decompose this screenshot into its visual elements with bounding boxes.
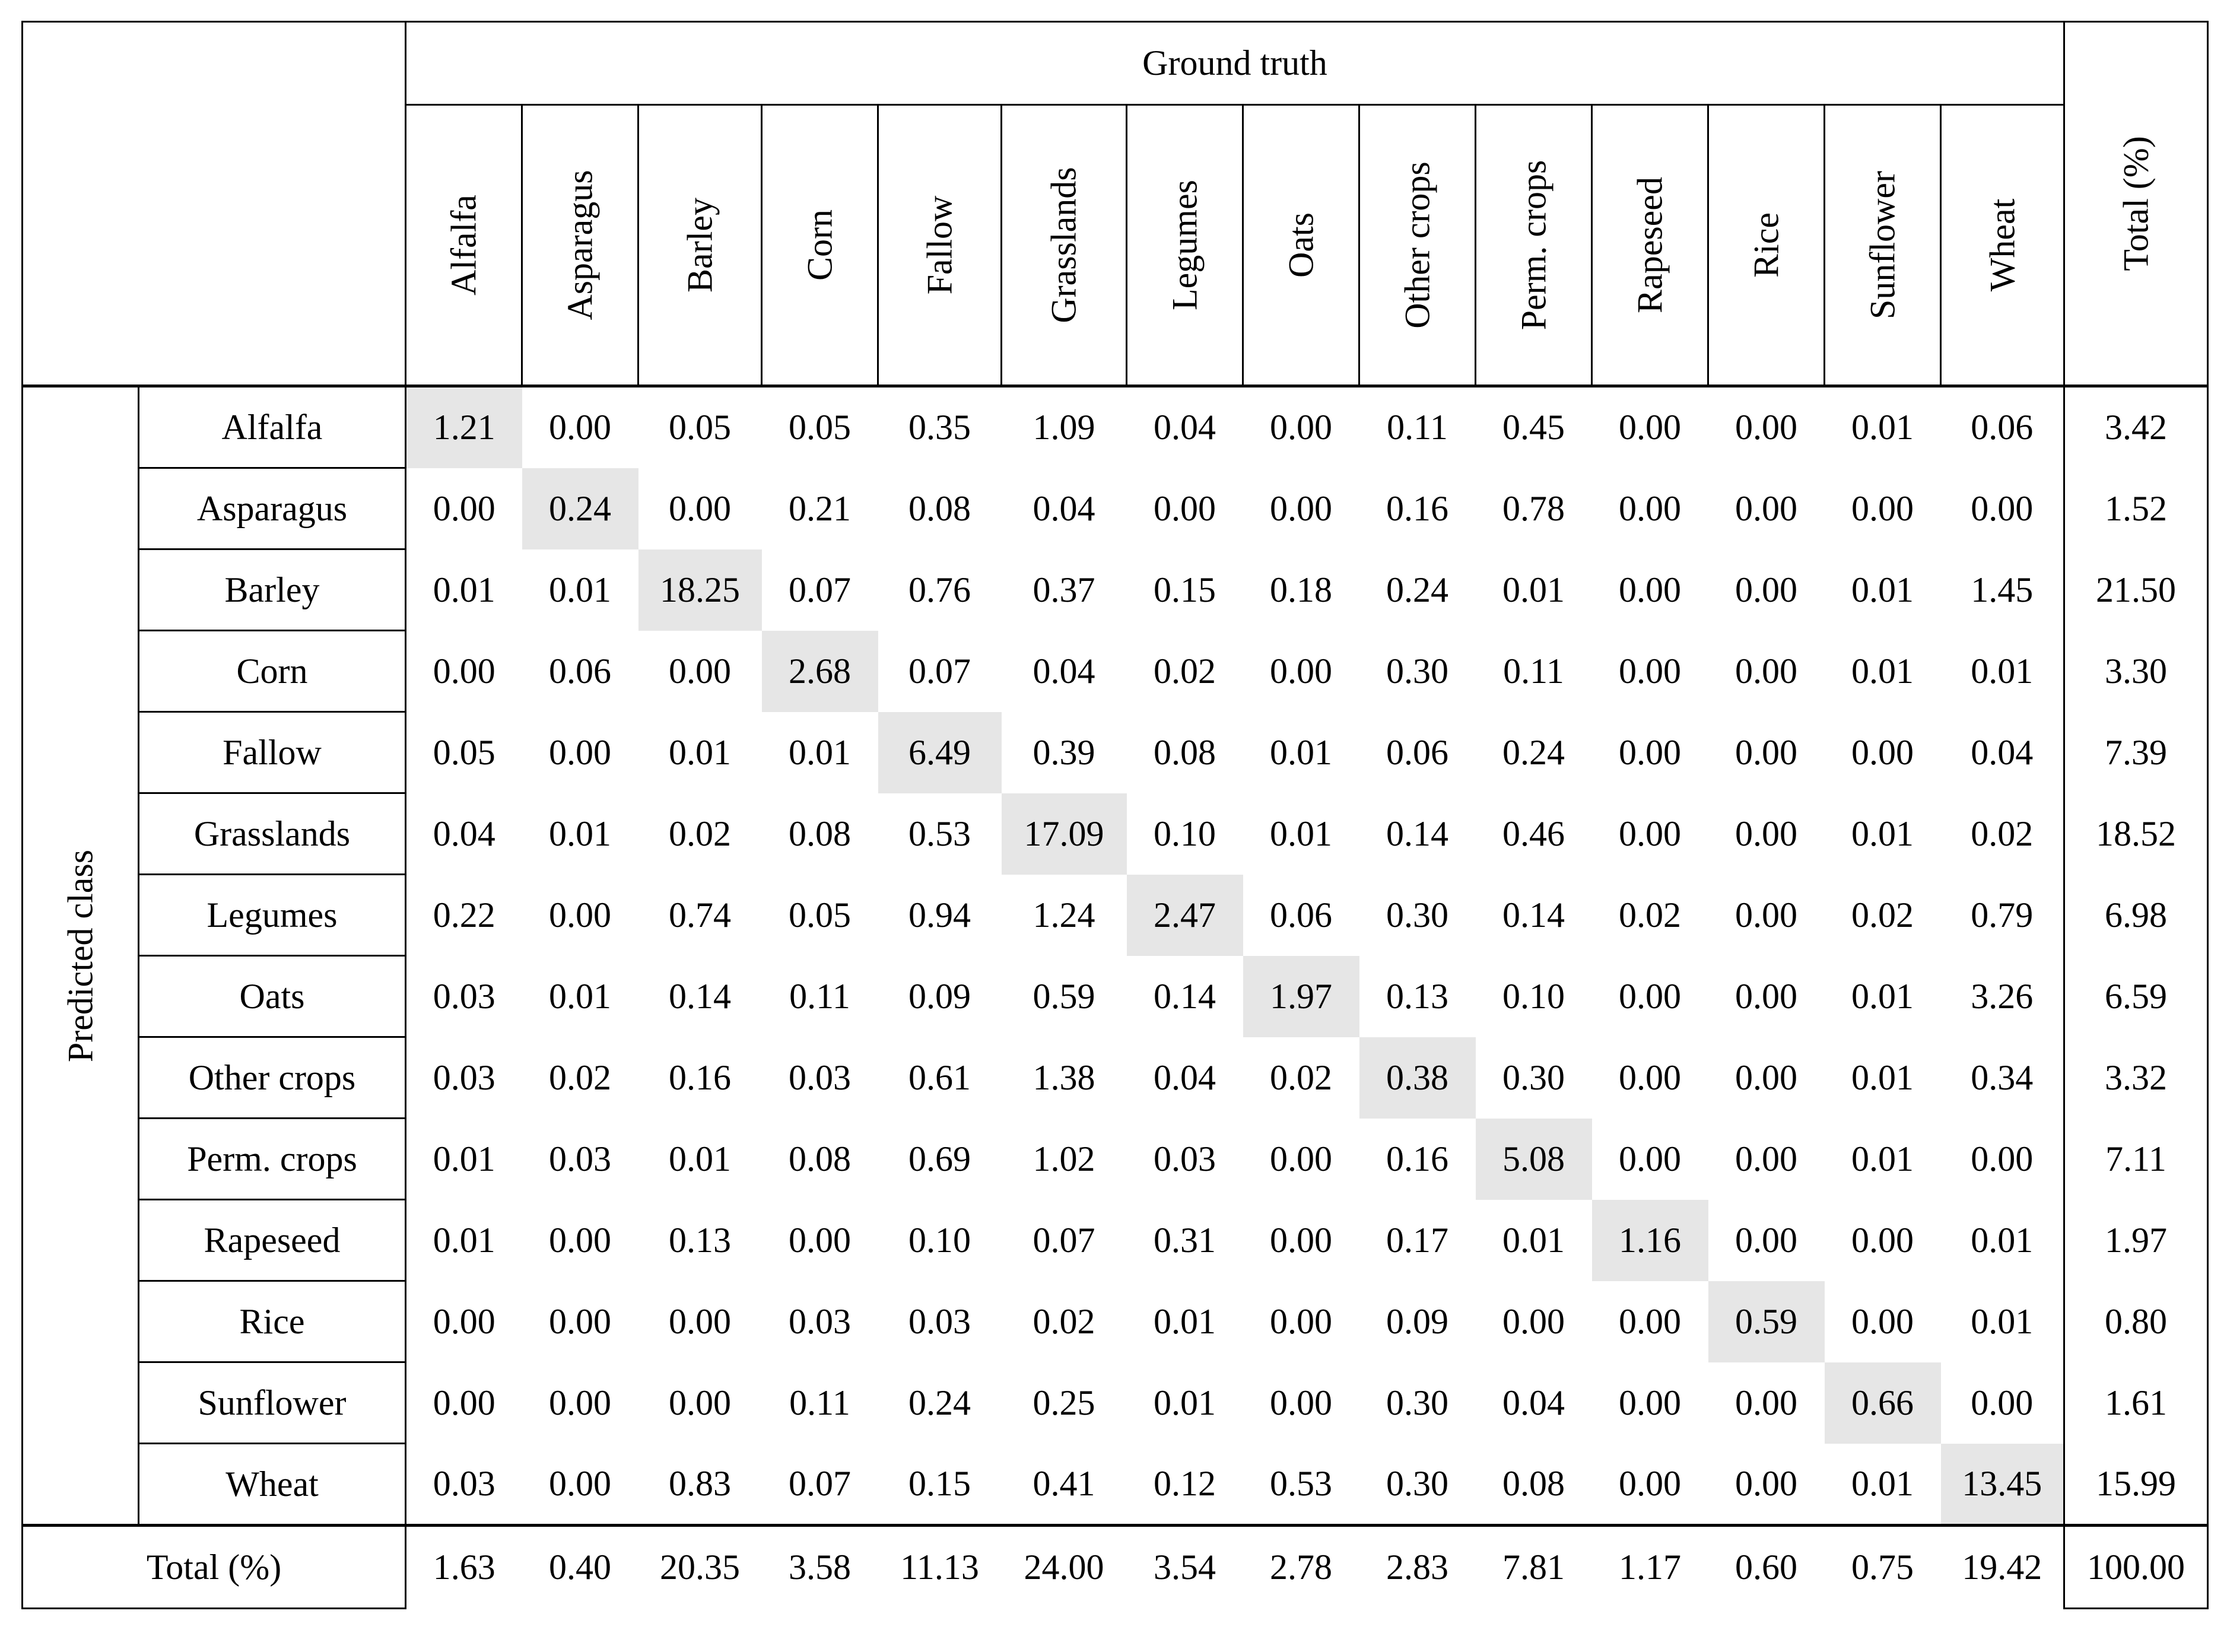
matrix-cell: 0.05: [669, 408, 731, 447]
column-total: 3.58: [762, 1526, 878, 1609]
matrix-cell: 0.08: [908, 488, 971, 528]
matrix-cell: 0.06: [549, 651, 611, 691]
matrix-cell: 0.14: [1386, 814, 1448, 853]
table-row: [23, 1444, 2208, 1526]
matrix-cell: 0.00: [549, 1463, 611, 1503]
row-label: Grasslands: [139, 793, 406, 875]
matrix-cell: 0.03: [908, 1301, 971, 1341]
predicted-class-header: [23, 386, 139, 1526]
column-header-oats: [1243, 105, 1359, 386]
matrix-cell: 0.01: [1270, 732, 1332, 772]
matrix-cell: 1.38: [1033, 1057, 1095, 1097]
matrix-cell: 1.09: [1033, 408, 1095, 447]
matrix-cell: 0.01: [1851, 1057, 1914, 1097]
total-column-header: [2064, 22, 2208, 386]
column-total: 0.40: [522, 1526, 638, 1609]
matrix-cell: 0.03: [1154, 1139, 1216, 1178]
matrix-cell: 0.46: [1502, 814, 1565, 853]
column-header-label: Rapeseed: [1630, 177, 1669, 313]
matrix-cell: 0.05: [433, 732, 495, 772]
matrix-cell: 0.53: [1270, 1463, 1332, 1503]
ground-truth-header: Ground truth: [406, 22, 2064, 105]
total-column-label: Total (%): [2116, 136, 2155, 271]
diagonal-cell: 13.45: [1941, 1444, 2064, 1526]
matrix-cell: 0.31: [1154, 1220, 1216, 1260]
table-row: [23, 875, 2208, 956]
diagonal-cell: 1.21: [406, 386, 522, 468]
row-label: Rapeseed: [139, 1200, 406, 1281]
matrix-cell: 0.04: [1154, 1057, 1216, 1097]
matrix-cell: 0.00: [669, 651, 731, 691]
matrix-cell: 0.00: [1735, 732, 1797, 772]
matrix-cell: 0.11: [789, 1383, 850, 1422]
matrix-cell: 0.01: [1270, 814, 1332, 853]
matrix-cell: 0.21: [789, 488, 851, 528]
predicted-class-label: Predicted class: [61, 849, 100, 1062]
column-total: 0.75: [1825, 1526, 1941, 1609]
matrix-cell: 0.01: [1971, 651, 2034, 691]
matrix-cell: 0.79: [1971, 895, 2034, 935]
row-total: 7.39: [2064, 712, 2208, 793]
matrix-cell: 0.01: [1971, 1301, 2034, 1341]
matrix-cell: 0.00: [1154, 488, 1216, 528]
matrix-cell: 0.30: [1386, 895, 1448, 935]
column-total: 24.00: [1002, 1526, 1127, 1609]
diagonal-cell: 0.24: [522, 468, 638, 549]
matrix-cell: 0.17: [1386, 1220, 1448, 1260]
column-header-label: Perm. crops: [1514, 160, 1553, 331]
matrix-cell: 0.00: [1735, 1383, 1797, 1422]
column-header-label: Other crops: [1397, 161, 1437, 329]
matrix-cell: 0.83: [669, 1463, 731, 1503]
column-header-grasslands: [1002, 105, 1127, 386]
column-header-alfalfa: [406, 105, 522, 386]
column-header-wheat: [1941, 105, 2064, 386]
column-header-label: Wheat: [1983, 198, 2022, 292]
matrix-cell: 0.22: [433, 895, 495, 935]
column-header-other-crops: [1359, 105, 1476, 386]
column-header-label: Legumes: [1165, 180, 1204, 310]
matrix-cell: 0.00: [1735, 895, 1797, 935]
matrix-cell: 0.01: [1971, 1220, 2034, 1260]
matrix-cell: 0.10: [1502, 976, 1565, 1016]
matrix-cell: 0.01: [1154, 1301, 1216, 1341]
matrix-cell: 0.04: [1033, 651, 1095, 691]
matrix-cell: 0.04: [1502, 1383, 1565, 1422]
row-total: 7.11: [2064, 1119, 2208, 1200]
matrix-cell: 0.07: [789, 1463, 851, 1503]
matrix-cell: 0.13: [669, 1220, 731, 1260]
column-header-label: Sunflower: [1863, 171, 1902, 319]
matrix-cell: 0.16: [1386, 1139, 1448, 1178]
matrix-cell: 0.00: [669, 488, 731, 528]
matrix-cell: 0.00: [1735, 408, 1797, 447]
row-label: Legumes: [139, 875, 406, 956]
matrix-cell: 0.03: [433, 1057, 495, 1097]
matrix-cell: 0.24: [1502, 732, 1565, 772]
matrix-cell: 0.00: [789, 1220, 851, 1260]
column-total: 1.63: [406, 1526, 522, 1609]
column-header-asparagus: [522, 105, 638, 386]
column-header-label: Barley: [680, 198, 719, 293]
matrix-cell: 0.11: [1503, 651, 1564, 691]
diagonal-cell: 2.68: [762, 631, 878, 712]
column-header-label: Oats: [1281, 212, 1320, 278]
matrix-cell: 0.03: [549, 1139, 611, 1178]
column-header-corn: [762, 105, 878, 386]
matrix-cell: 0.00: [1270, 408, 1332, 447]
total-row-label: Total (%): [23, 1526, 406, 1609]
matrix-cell: 0.00: [669, 1383, 731, 1422]
table-row: [23, 1200, 2208, 1281]
matrix-cell: 0.01: [1851, 1463, 1914, 1503]
column-header-rapeseed: [1592, 105, 1708, 386]
column-total: 2.78: [1243, 1526, 1359, 1609]
column-header-label: Corn: [800, 209, 839, 281]
diagonal-cell: 0.38: [1359, 1037, 1476, 1119]
row-label: Wheat: [139, 1444, 406, 1526]
table-row: [23, 1119, 2208, 1200]
row-label: Asparagus: [139, 468, 406, 549]
matrix-cell: 0.07: [789, 570, 851, 609]
matrix-cell: 0.41: [1033, 1463, 1095, 1503]
diagonal-cell: 5.08: [1476, 1119, 1592, 1200]
matrix-cell: 0.04: [433, 814, 495, 853]
row-total: 15.99: [2064, 1444, 2208, 1526]
matrix-cell: 0.00: [1619, 651, 1681, 691]
matrix-cell: 0.53: [908, 814, 971, 853]
column-header-label: Alfalfa: [444, 195, 483, 296]
matrix-cell: 0.01: [549, 976, 611, 1016]
row-label: Corn: [139, 631, 406, 712]
matrix-cell: 0.00: [1735, 1057, 1797, 1097]
column-total: 2.83: [1359, 1526, 1476, 1609]
matrix-cell: 0.24: [1386, 570, 1448, 609]
matrix-cell: 0.00: [1735, 1220, 1797, 1260]
table-row: [23, 1362, 2208, 1444]
matrix-cell: 1.45: [1971, 570, 2034, 609]
matrix-cell: 0.03: [433, 1463, 495, 1503]
table-row: [23, 549, 2208, 631]
matrix-cell: 0.00: [1619, 1383, 1681, 1422]
matrix-cell: 1.24: [1033, 895, 1095, 935]
matrix-cell: 0.34: [1971, 1057, 2034, 1097]
corner-cell: [23, 22, 406, 386]
matrix-cell: 0.01: [549, 570, 611, 609]
matrix-cell: 0.10: [908, 1220, 971, 1260]
column-total: 1.17: [1592, 1526, 1708, 1609]
matrix-cell: 0.05: [789, 895, 851, 935]
row-total: 18.52: [2064, 793, 2208, 875]
matrix-cell: 0.00: [433, 651, 495, 691]
matrix-cell: 0.00: [1270, 1383, 1332, 1422]
matrix-cell: 0.10: [1154, 814, 1216, 853]
matrix-cell: 0.14: [1154, 976, 1216, 1016]
row-total: 1.61: [2064, 1362, 2208, 1444]
column-header-label: Grasslands: [1044, 167, 1084, 323]
matrix-cell: 0.01: [549, 814, 611, 853]
matrix-cell: 0.11: [789, 976, 850, 1016]
matrix-cell: 0.08: [1154, 732, 1216, 772]
matrix-cell: 0.01: [1154, 1383, 1216, 1422]
matrix-cell: 0.01: [669, 1139, 731, 1178]
row-label: Alfalfa: [139, 386, 406, 468]
matrix-cell: 0.04: [1154, 408, 1216, 447]
matrix-cell: 0.00: [1270, 1220, 1332, 1260]
column-header-label: Asparagus: [560, 170, 599, 320]
matrix-cell: 0.37: [1033, 570, 1095, 609]
matrix-cell: 0.18: [1270, 570, 1332, 609]
row-label: Other crops: [139, 1037, 406, 1119]
matrix-cell: 0.01: [1502, 1220, 1565, 1260]
matrix-cell: 0.30: [1386, 1383, 1448, 1422]
matrix-cell: 3.26: [1971, 976, 2034, 1016]
table-row: [23, 956, 2208, 1037]
matrix-cell: 0.00: [1270, 1301, 1332, 1341]
diagonal-cell: 2.47: [1127, 875, 1243, 956]
matrix-cell: 0.00: [549, 732, 611, 772]
row-total: 0.80: [2064, 1281, 2208, 1362]
matrix-cell: 0.00: [1619, 1139, 1681, 1178]
matrix-cell: 0.00: [1851, 1220, 1914, 1260]
matrix-cell: 0.01: [1851, 651, 1914, 691]
matrix-cell: 0.00: [549, 1301, 611, 1341]
matrix-cell: 0.13: [1386, 976, 1448, 1016]
table-row: [23, 1281, 2208, 1362]
matrix-cell: 0.01: [1851, 570, 1914, 609]
matrix-cell: 0.78: [1502, 488, 1565, 528]
matrix-cell: 0.00: [1851, 488, 1914, 528]
matrix-cell: 0.02: [1971, 814, 2034, 853]
table-row: [23, 631, 2208, 712]
matrix-cell: 0.00: [433, 1301, 495, 1341]
matrix-cell: 0.01: [1851, 408, 1914, 447]
row-total: 3.32: [2064, 1037, 2208, 1119]
matrix-cell: 0.00: [669, 1301, 731, 1341]
matrix-cell: 0.00: [1735, 814, 1797, 853]
matrix-cell: 0.61: [908, 1057, 971, 1097]
matrix-cell: 0.00: [1735, 651, 1797, 691]
matrix-cell: 0.24: [908, 1383, 971, 1422]
matrix-cell: 0.00: [1971, 1383, 2034, 1422]
matrix-cell: 0.09: [908, 976, 971, 1016]
matrix-cell: 0.25: [1033, 1383, 1095, 1422]
matrix-cell: 0.01: [1851, 814, 1914, 853]
matrix-cell: 0.06: [1971, 408, 2034, 447]
matrix-cell: 0.15: [1154, 570, 1216, 609]
matrix-cell: 0.02: [549, 1057, 611, 1097]
matrix-cell: 0.45: [1502, 408, 1565, 447]
row-total: 3.30: [2064, 631, 2208, 712]
column-header-rice: [1708, 105, 1825, 386]
matrix-cell: 1.02: [1033, 1139, 1095, 1178]
column-total: 11.13: [878, 1526, 1002, 1609]
matrix-cell: 0.76: [908, 570, 971, 609]
matrix-cell: 0.30: [1386, 1463, 1448, 1503]
matrix-cell: 0.00: [549, 1220, 611, 1260]
matrix-cell: 0.01: [433, 570, 495, 609]
matrix-cell: 0.00: [1502, 1301, 1565, 1341]
table-row: [23, 1037, 2208, 1119]
matrix-cell: 0.03: [789, 1301, 851, 1341]
column-total: 19.42: [1941, 1526, 2064, 1609]
matrix-cell: 0.04: [1033, 488, 1095, 528]
matrix-cell: 0.12: [1154, 1463, 1216, 1503]
matrix-cell: 0.01: [1851, 976, 1914, 1016]
matrix-cell: 0.04: [1971, 732, 2034, 772]
matrix-cell: 0.00: [1270, 651, 1332, 691]
matrix-cell: 0.00: [549, 1383, 611, 1422]
matrix-cell: 0.00: [1270, 1139, 1332, 1178]
matrix-cell: 0.94: [908, 895, 971, 935]
column-header-sunflower: [1825, 105, 1941, 386]
diagonal-cell: 0.59: [1708, 1281, 1825, 1362]
diagonal-cell: 0.66: [1825, 1362, 1941, 1444]
matrix-cell: 0.00: [1971, 488, 2034, 528]
matrix-cell: 0.08: [789, 1139, 851, 1178]
matrix-cell: 0.00: [1735, 976, 1797, 1016]
row-label: Fallow: [139, 712, 406, 793]
matrix-cell: 0.00: [433, 1383, 495, 1422]
column-header-legumes: [1127, 105, 1243, 386]
matrix-cell: 0.00: [1619, 408, 1681, 447]
matrix-cell: 0.07: [908, 651, 971, 691]
matrix-cell: 0.03: [789, 1057, 851, 1097]
matrix-cell: 0.00: [1619, 570, 1681, 609]
matrix-cell: 0.11: [1387, 408, 1448, 447]
matrix-cell: 0.05: [789, 408, 851, 447]
diagonal-cell: 1.16: [1592, 1200, 1708, 1281]
grand-total: 100.00: [2064, 1526, 2208, 1609]
table-row: [23, 712, 2208, 793]
matrix-cell: 0.08: [1502, 1463, 1565, 1503]
table-row: [23, 468, 2208, 549]
matrix-cell: 0.00: [1619, 488, 1681, 528]
matrix-cell: 0.74: [669, 895, 731, 935]
diagonal-cell: 6.49: [878, 712, 1002, 793]
matrix-cell: 0.15: [908, 1463, 971, 1503]
row-total: 6.98: [2064, 875, 2208, 956]
matrix-cell: 0.69: [908, 1139, 971, 1178]
column-total: 20.35: [638, 1526, 762, 1609]
matrix-cell: 0.00: [1735, 488, 1797, 528]
row-total: 1.97: [2064, 1200, 2208, 1281]
column-header-perm-crops: [1476, 105, 1592, 386]
column-header-barley: [638, 105, 762, 386]
diagonal-cell: 18.25: [638, 549, 762, 631]
matrix-cell: 0.00: [1851, 1301, 1914, 1341]
column-totals-row: [23, 1526, 2208, 1609]
table-row: [23, 386, 2208, 468]
matrix-cell: 0.08: [789, 814, 851, 853]
matrix-cell: 0.00: [433, 488, 495, 528]
matrix-cell: 0.00: [1619, 732, 1681, 772]
matrix-cell: 0.59: [1033, 976, 1095, 1016]
row-total: 1.52: [2064, 468, 2208, 549]
matrix-cell: 0.00: [1619, 1057, 1681, 1097]
row-label: Barley: [139, 549, 406, 631]
column-total: 7.81: [1476, 1526, 1592, 1609]
matrix-cell: 0.02: [1851, 895, 1914, 935]
matrix-cell: 0.02: [1033, 1301, 1095, 1341]
matrix-cell: 0.02: [669, 814, 731, 853]
matrix-cell: 0.00: [1971, 1139, 2034, 1178]
matrix-cell: 0.01: [433, 1139, 495, 1178]
matrix-cell: 0.00: [1735, 570, 1797, 609]
matrix-cell: 0.14: [669, 976, 731, 1016]
column-total: 3.54: [1127, 1526, 1243, 1609]
matrix-cell: 0.01: [433, 1220, 495, 1260]
column-total: 0.60: [1708, 1526, 1825, 1609]
matrix-cell: 0.00: [1851, 732, 1914, 772]
matrix-cell: 0.14: [1502, 895, 1565, 935]
matrix-cell: 0.06: [1386, 732, 1448, 772]
row-label: Rice: [139, 1281, 406, 1362]
matrix-cell: 0.00: [1270, 488, 1332, 528]
matrix-cell: 0.02: [1270, 1057, 1332, 1097]
row-label: Perm. crops: [139, 1119, 406, 1200]
matrix-cell: 0.01: [1851, 1139, 1914, 1178]
matrix-cell: 0.09: [1386, 1301, 1448, 1341]
matrix-cell: 0.00: [1619, 814, 1681, 853]
matrix-cell: 0.01: [1502, 570, 1565, 609]
matrix-cell: 0.00: [1735, 1139, 1797, 1178]
matrix-cell: 0.30: [1502, 1057, 1565, 1097]
column-header-label: Rice: [1746, 212, 1786, 278]
matrix-cell: 0.16: [669, 1057, 731, 1097]
matrix-cell: 0.07: [1033, 1220, 1095, 1260]
matrix-cell: 0.00: [1619, 976, 1681, 1016]
matrix-cell: 0.00: [549, 895, 611, 935]
matrix-cell: 0.00: [1735, 1463, 1797, 1503]
row-total: 3.42: [2064, 386, 2208, 468]
matrix-cell: 0.01: [789, 732, 851, 772]
matrix-cell: 0.02: [1154, 651, 1216, 691]
confusion-matrix-table: [21, 21, 2209, 1609]
matrix-cell: 0.03: [433, 976, 495, 1016]
matrix-cell: 0.30: [1386, 651, 1448, 691]
matrix-cell: 0.02: [1619, 895, 1681, 935]
matrix-cell: 0.00: [1619, 1301, 1681, 1341]
matrix-cell: 0.01: [669, 732, 731, 772]
row-total: 21.50: [2064, 549, 2208, 631]
matrix-cell: 0.16: [1386, 488, 1448, 528]
matrix-cell: 0.06: [1270, 895, 1332, 935]
matrix-cell: 0.35: [908, 408, 971, 447]
diagonal-cell: 1.97: [1243, 956, 1359, 1037]
table-row: [23, 793, 2208, 875]
column-header-fallow: [878, 105, 1002, 386]
row-label: Sunflower: [139, 1362, 406, 1444]
diagonal-cell: 17.09: [1002, 793, 1127, 875]
row-label: Oats: [139, 956, 406, 1037]
column-header-label: Fallow: [920, 195, 959, 295]
row-total: 6.59: [2064, 956, 2208, 1037]
matrix-cell: 0.00: [549, 408, 611, 447]
matrix-cell: 0.39: [1033, 732, 1095, 772]
matrix-cell: 0.00: [1619, 1463, 1681, 1503]
